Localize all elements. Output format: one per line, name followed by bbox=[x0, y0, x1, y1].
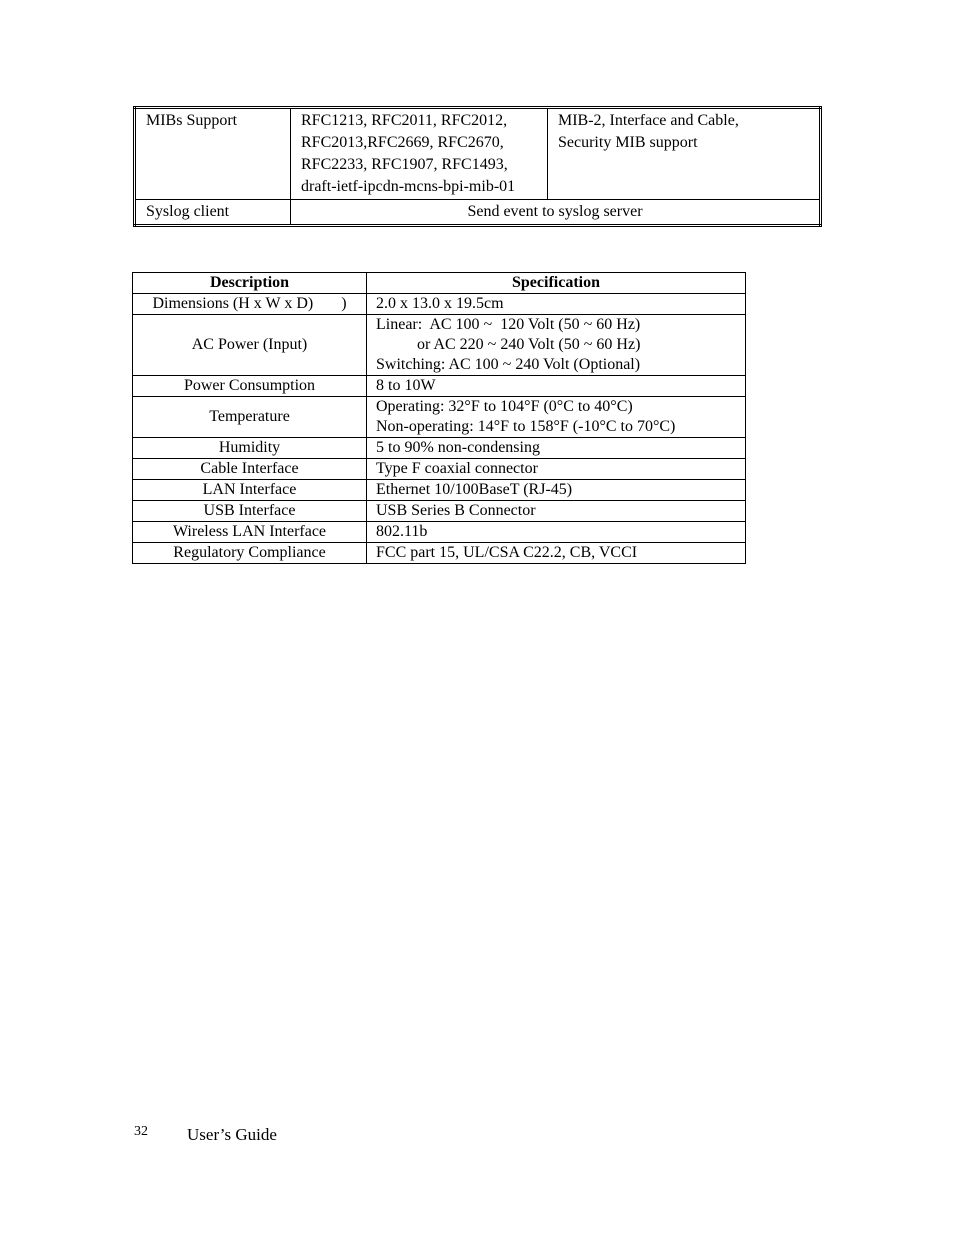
row-description: Cable Interface bbox=[133, 459, 367, 480]
row-description: Dimensions (H x W x D) ) bbox=[133, 294, 367, 315]
row-description: Regulatory Compliance bbox=[133, 543, 367, 564]
table-row bbox=[133, 459, 746, 480]
table-row bbox=[133, 543, 746, 564]
spec-line: Linear: AC 100 ~ 120 Volt (50 ~ 60 Hz) bbox=[376, 316, 641, 333]
row-spec bbox=[367, 522, 746, 543]
note-line: Security MIB support bbox=[558, 134, 698, 151]
table-row bbox=[133, 522, 746, 543]
spec-line: 8 to 10W bbox=[376, 377, 436, 394]
header-description: Description bbox=[133, 273, 367, 294]
footer-title: User’s Guide bbox=[187, 1125, 277, 1144]
header-specification: Specification bbox=[367, 273, 746, 294]
row-description: AC Power (Input) bbox=[133, 315, 367, 376]
rfc-line: RFC1213, RFC2011, RFC2012, bbox=[301, 112, 508, 129]
row-spec bbox=[367, 543, 746, 564]
rfc-line: draft-ietf-ipcdn-mcns-bpi-mib-01 bbox=[301, 178, 516, 195]
spec-line: FCC part 15, UL/CSA C22.2, CB, VCCI bbox=[376, 544, 638, 561]
table-row bbox=[133, 397, 746, 438]
row-spec bbox=[367, 294, 746, 315]
table-row bbox=[135, 108, 821, 200]
syslog-value: Send event to syslog server bbox=[291, 200, 821, 226]
table-row bbox=[133, 315, 746, 376]
note-line: MIB-2, Interface and Cable, bbox=[558, 112, 739, 129]
syslog-label: Syslog client bbox=[135, 200, 291, 226]
spec-line: Switching: AC 100 ~ 240 Volt (Optional) bbox=[376, 356, 641, 373]
rfc-line: RFC2013,RFC2669, RFC2670, bbox=[301, 134, 504, 151]
mibs-rfc-list bbox=[291, 108, 548, 200]
page-number: 32 bbox=[134, 1124, 148, 1139]
mib-syslog-table bbox=[133, 106, 822, 227]
table-header-row bbox=[133, 273, 746, 294]
row-spec bbox=[367, 480, 746, 501]
row-spec bbox=[367, 397, 746, 438]
rfc-line: RFC2233, RFC1907, RFC1493, bbox=[301, 156, 508, 173]
row-description: Power Consumption bbox=[133, 376, 367, 397]
table-row bbox=[133, 438, 746, 459]
row-spec bbox=[367, 315, 746, 376]
row-description: Temperature bbox=[133, 397, 367, 438]
table-row bbox=[135, 200, 821, 226]
table-row bbox=[133, 376, 746, 397]
spec-line: Type F coaxial connector bbox=[376, 460, 538, 477]
row-description: Humidity bbox=[133, 438, 367, 459]
row-description: USB Interface bbox=[133, 501, 367, 522]
spec-line: Ethernet 10/100BaseT (RJ-45) bbox=[376, 481, 573, 498]
spec-line: or AC 220 ~ 240 Volt (50 ~ 60 Hz) bbox=[417, 336, 641, 353]
row-spec bbox=[367, 438, 746, 459]
spec-line: USB Series B Connector bbox=[376, 502, 536, 519]
row-spec bbox=[367, 459, 746, 480]
table-row bbox=[133, 294, 746, 315]
mibs-note bbox=[548, 108, 821, 200]
spec-line: 2.0 x 13.0 x 19.5cm bbox=[376, 295, 504, 312]
spec-line: 802.11b bbox=[376, 523, 428, 540]
row-spec bbox=[367, 376, 746, 397]
mibs-support-label: MIBs Support bbox=[135, 108, 291, 200]
spec-line: Operating: 32°F to 104°F (0°C to 40°C) bbox=[376, 398, 633, 415]
spec-line: Non-operating: 14°F to 158°F (-10°C to 70°C) bbox=[376, 418, 676, 435]
table-row bbox=[133, 501, 746, 522]
spec-line: 5 to 90% non-condensing bbox=[376, 439, 540, 456]
row-spec bbox=[367, 501, 746, 522]
table-row bbox=[133, 480, 746, 501]
row-description: Wireless LAN Interface bbox=[133, 522, 367, 543]
specification-table bbox=[132, 272, 746, 564]
row-description: LAN Interface bbox=[133, 480, 367, 501]
